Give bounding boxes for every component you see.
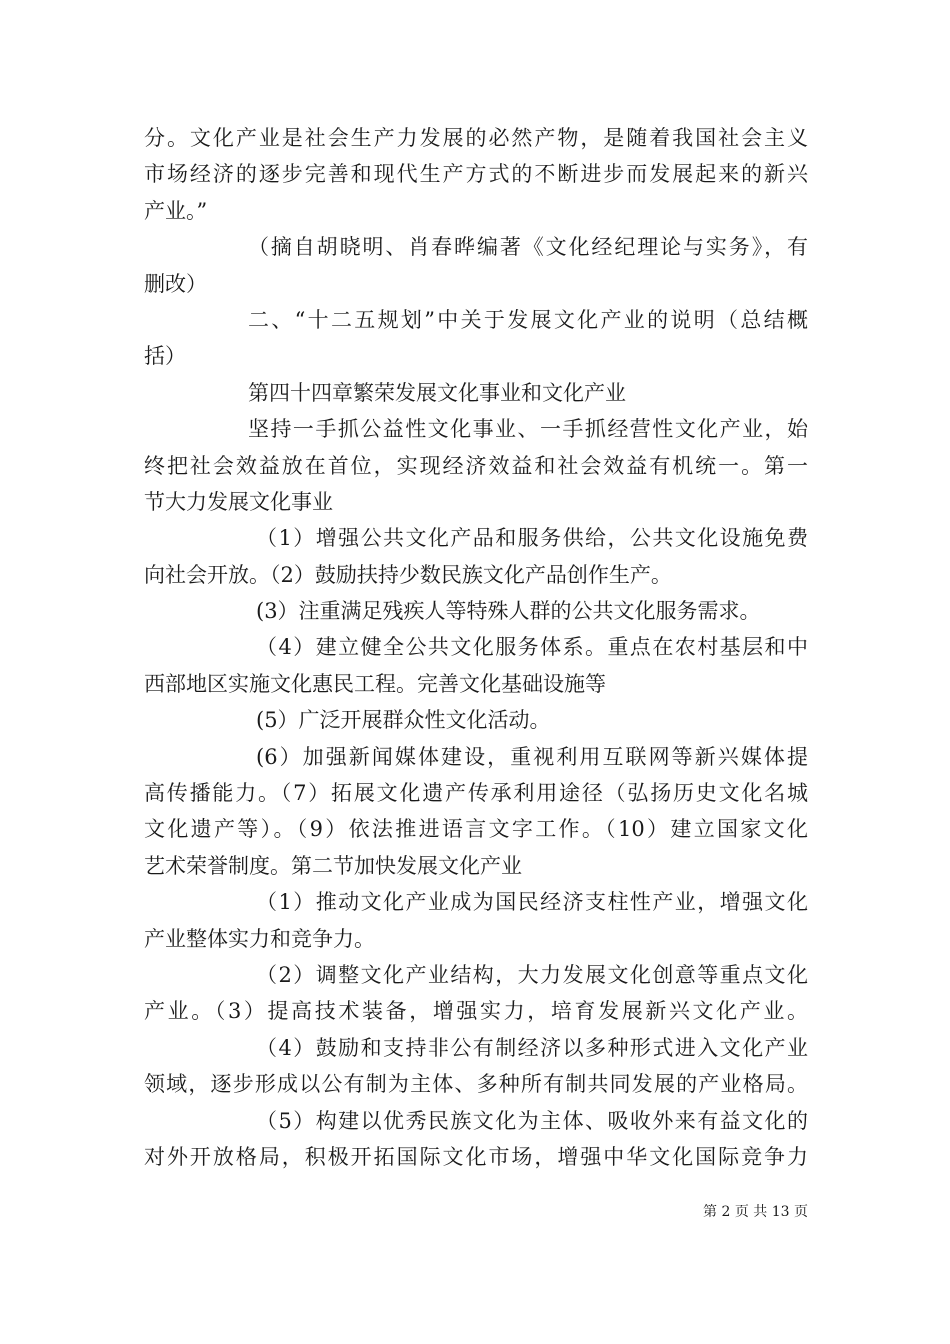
list-item: （5）构建以优秀民族文化为主体、吸收外来有益文化的 bbox=[256, 1108, 808, 1133]
list-item: 领域，逐步形成以公有制为主体、多种所有制共同发展的产业格局。 bbox=[144, 1072, 808, 1097]
list-item: （4）建立健全公共文化服务体系。重点在农村基层和中 bbox=[256, 635, 808, 660]
text-line: 节大力发展文化事业 bbox=[144, 489, 333, 514]
chapter-heading: 第四十四章繁荣发展文化事业和文化产业 bbox=[248, 380, 626, 405]
document-body bbox=[144, 120, 808, 1175]
list-item: (3）注重满足残疾人等特殊人群的公共文化服务需求。 bbox=[256, 599, 761, 624]
section-heading: 二、“十二五规划”中关于发展文化产业的说明（总结概 bbox=[248, 307, 808, 332]
citation-line: 删改） bbox=[144, 271, 207, 296]
list-item: 对外开放格局，积极开拓国际文化市场，增强中华文化国际竞争力 bbox=[144, 1144, 808, 1169]
list-item: 向社会开放。（2）鼓励扶持少数民族文化产品创作生产。 bbox=[144, 562, 672, 587]
list-item: 文化遗产等）。（9）依法推进语言文字工作。（10）建立国家文化 bbox=[144, 817, 808, 842]
text-line: 分。文化产业是社会生产力发展的必然产物，是随着我国社会主义 bbox=[144, 126, 808, 150]
list-item: (6）加强新闻媒体建设，重视利用互联网等新兴媒体提 bbox=[256, 744, 808, 769]
text-line: 市场经济的逐步完善和现代生产方式的不断进步而发展起来的新兴 bbox=[144, 162, 808, 187]
page-number-footer: 第 2 页 共 13 页 bbox=[703, 1204, 808, 1220]
text-line: 产业。” bbox=[144, 198, 208, 223]
list-item: 产业。（3）提高技术装备，增强实力，培育发展新兴文化产业。 bbox=[144, 999, 808, 1024]
list-item: 高传播能力。（7）拓展文化遗产传承利用途径（弘扬历史文化名城 bbox=[144, 781, 808, 806]
section-heading: 括） bbox=[144, 344, 186, 369]
text-line: 终把社会效益放在首位，实现经济效益和社会效益有机统一。第一 bbox=[144, 453, 808, 478]
list-item: （4）鼓励和支持非公有制经济以多种形式进入文化产业 bbox=[256, 1035, 808, 1060]
list-item: （1）推动文化产业成为国民经济支柱性产业，增强文化 bbox=[256, 890, 808, 915]
text-line: 坚持一手抓公益性文化事业、一手抓经营性文化产业，始 bbox=[248, 417, 808, 442]
list-item: （1）增强公共文化产品和服务供给，公共文化设施免费 bbox=[256, 526, 808, 551]
list-item: 艺术荣誉制度。第二节加快发展文化产业 bbox=[144, 853, 522, 878]
list-item: （2）调整文化产业结构，大力发展文化创意等重点文化 bbox=[256, 962, 808, 987]
citation-line: （摘自胡晓明、肖春晔编著《文化经纪理论与实务》，有 bbox=[248, 235, 808, 260]
list-item: (5）广泛开展群众性文化活动。 bbox=[256, 708, 551, 733]
list-item: 产业整体实力和竞争力。 bbox=[144, 926, 375, 951]
list-item: 西部地区实施文化惠民工程。完善文化基础设施等 bbox=[144, 671, 606, 696]
